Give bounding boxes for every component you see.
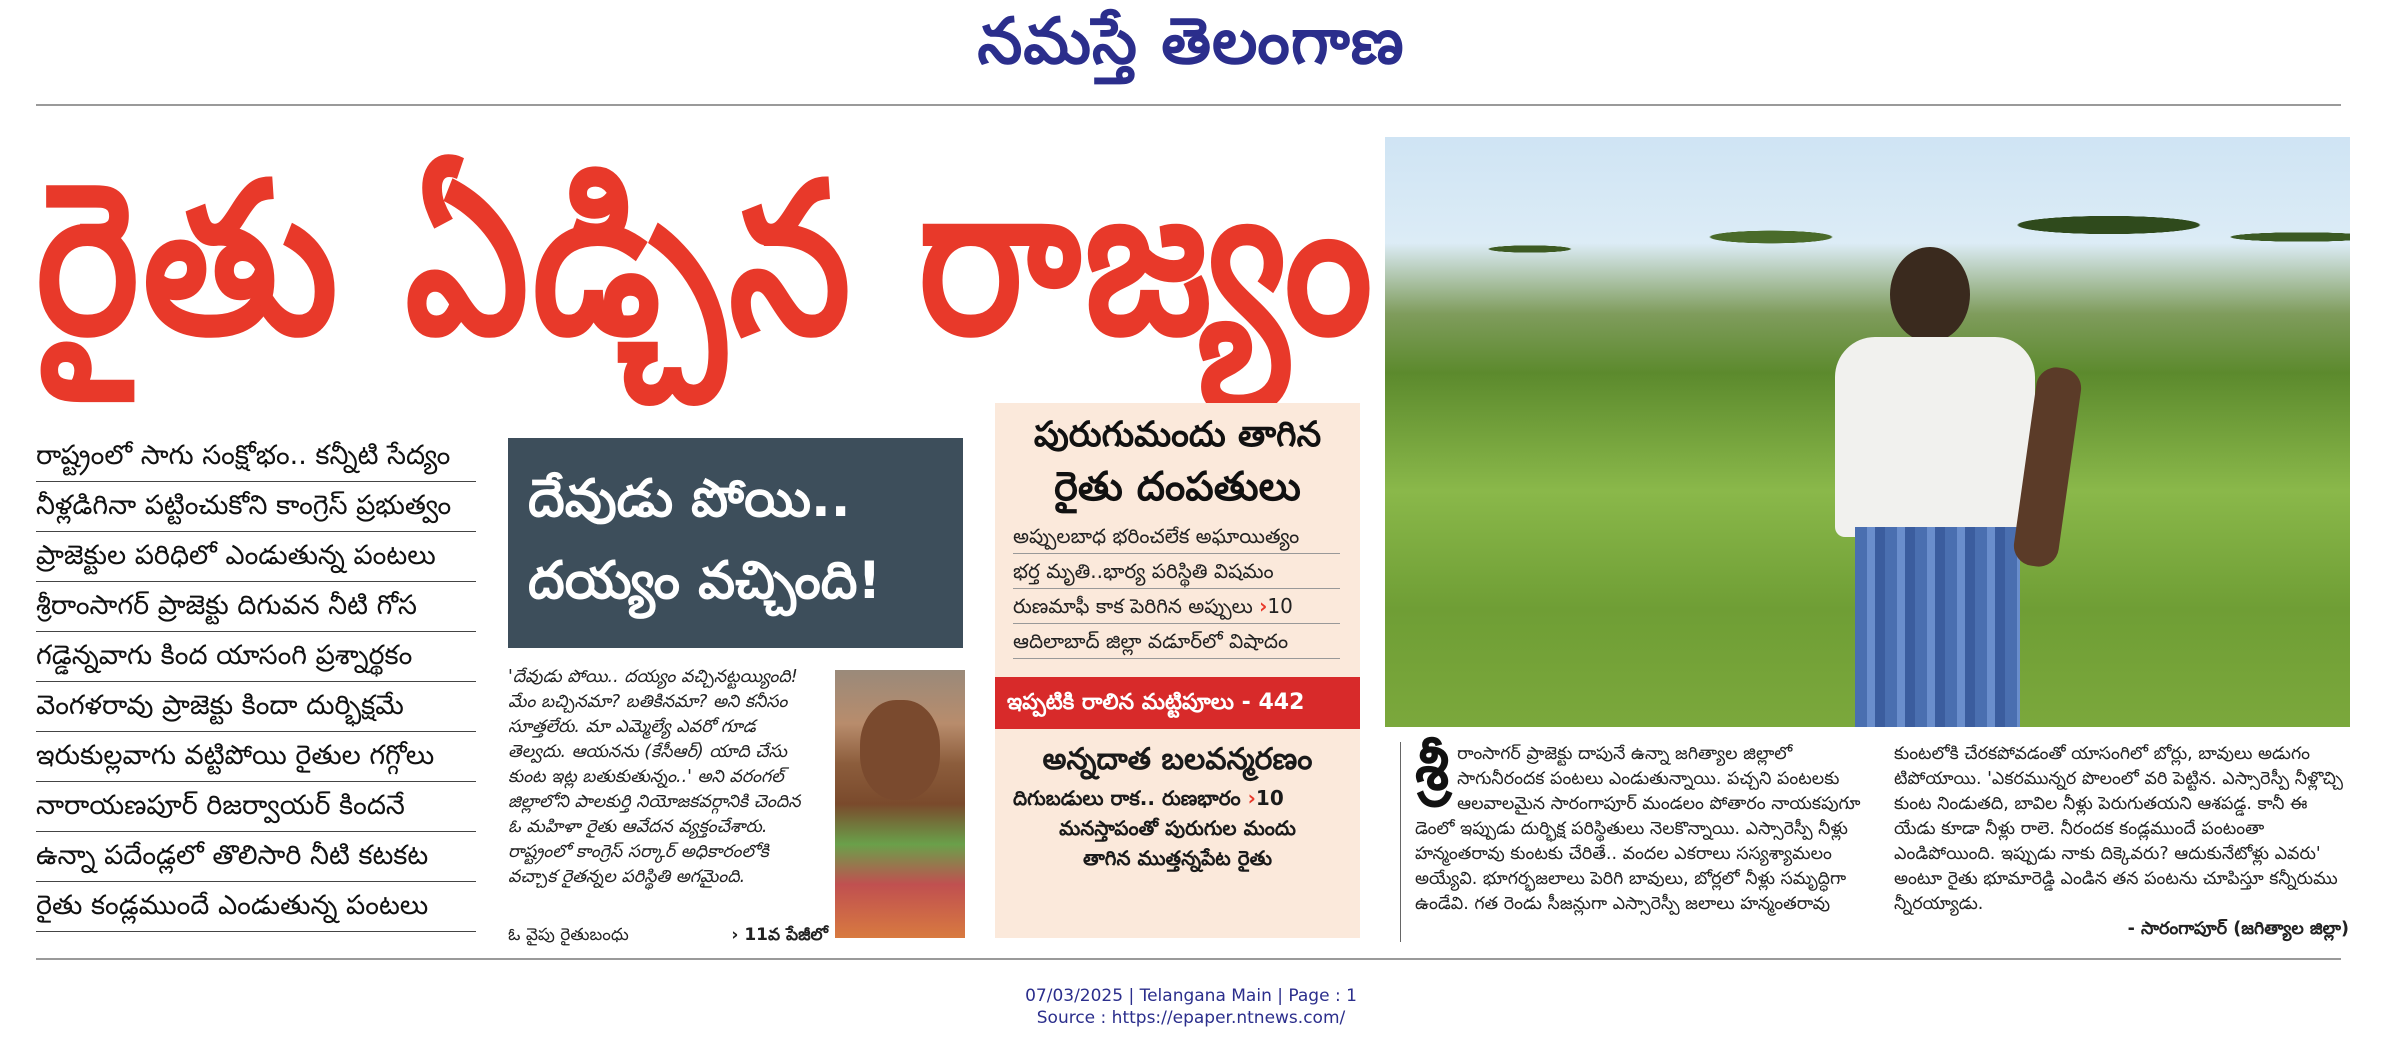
quote-line: సూత్తలేరు. మా ఎమ్మెల్యే ఎవరో గూడ — [508, 717, 756, 737]
subhead-item: శ్రీరాంసాగర్ ప్రాజెక్టు దిగువన నీటి గోస — [36, 582, 476, 632]
devudu-headline-box — [508, 438, 963, 648]
woman-farmer-photo — [835, 670, 965, 938]
quote-line: జిల్లాలోని పాలకుర్తి నియోజకవర్గానికి చెందిన — [508, 792, 801, 812]
article-line: కుంటలోకి చేరకపోవడంతో యాసంగిలో బోర్లు, బావులు అడుగం — [1894, 744, 2311, 764]
devudu-line-2: దయ్యం వచ్చింది! — [528, 551, 882, 611]
article-column-2 — [1894, 742, 2349, 942]
farmer-head — [1890, 247, 1970, 342]
trees-background — [1385, 177, 2350, 297]
article-line: సాగునీరందక పంటలు ఎండుతున్నాయి. పచ్చని పంటలకు — [1457, 769, 1840, 789]
chevron-right-icon: › — [1259, 594, 1268, 618]
devudu-line-1: దేవుడు పోయి.. — [528, 469, 851, 529]
subhead-item: ప్రాజెక్టుల పరిధిలో ఎండుతున్న పంటలు — [36, 532, 476, 582]
article-line: రాంసాగర్ ప్రాజెక్టు దాపునే ఉన్నా జగిత్యాల జిల్లాలో — [1457, 744, 1793, 764]
subhead-item: రాష్ట్రంలో సాగు సంక్షోభం.. కన్నీటి సేద్యం — [36, 432, 476, 482]
story-title-1: పురుగుమందు తాగిన — [1033, 415, 1322, 455]
article-line: ఆలవాలమైన సారంగాపూర్ మండలం పోతారం నాయకపుగూ — [1457, 794, 1861, 814]
masthead — [0, 0, 2382, 100]
sub-story-line-2: తాగిన ముత్తన్నపేట రైతు — [1082, 846, 1273, 870]
subheads-list — [36, 432, 476, 932]
sub-story-point: దిగుబడులు రాక.. రుణభారం ›10 — [1013, 786, 1284, 810]
woman-face — [860, 700, 940, 800]
article-line: టిపోయాయి. 'ఎకరమున్నర పొలంలో వరి పెట్టిన. ఎస్సారెస్పీ నీళ్లొచ్చి — [1894, 769, 2343, 789]
story-point: భర్త మృతి..భార్య పరిస్థితి విషమం — [1013, 554, 1340, 589]
main-headline: రైతు ఏడ్చిన రాజ్యం — [36, 137, 1376, 382]
subhead-item: ఉన్నా పదేండ్లలో తొలిసారి నీటి కటకట — [36, 832, 476, 882]
subhead-item: రైతు కండ్లముందే ఎండుతున్న పంటలు — [36, 882, 476, 932]
farmer-lungi — [1855, 527, 2020, 727]
farmer-shirt — [1835, 337, 2035, 537]
newspaper-logo: నమస్తే తెలంగాణ — [977, 4, 1405, 79]
quote-footer-left: ఓ వైపు రైతుబంధు — [508, 925, 629, 945]
main-article — [1400, 731, 2350, 942]
quote-footer — [508, 925, 828, 949]
page-footer — [0, 985, 2382, 1029]
subhead-item: ఇరుకుల్లవాగు వట్టిపోయి రైతుల గగ్గోలు — [36, 732, 476, 782]
article-line: అయ్యేవి. భూగర్భజలాలు పెరిగి బావులు, బోర్లలో నీళ్లు సమృద్ధిగా — [1415, 869, 1847, 889]
quote-line: రాష్ట్రంలో కాంగ్రెస్ సర్కార్ అధికారంలోకి — [508, 842, 769, 862]
subhead-item: నీళ్లడిగినా పట్టించుకోని కాంగ్రెస్ ప్రభుత్వం — [36, 482, 476, 532]
continued-link[interactable]: › 11వ పేజీలో — [731, 925, 828, 945]
story-title-2: రైతు దంపతులు — [1054, 464, 1301, 510]
article-line: డెంలో ఇప్పుడు దుర్భిక్ష పరిస్థితులు నెలకొన్నాయి. ఎస్సారెస్పీ నీళ్లు — [1415, 819, 1848, 839]
woman-quote — [508, 665, 828, 890]
farmer-couple-story — [995, 403, 1360, 938]
sub-story-line-1: మనస్తాపంతో పురుగుల మందు — [1059, 816, 1296, 840]
edition-info: 07/03/2025 | Telangana Main | Page : 1 — [1025, 986, 1357, 1006]
article-line: కుంట నిండుతది, బావిల నీళ్లు పెరుగుతయని ఆశపడ్డ. కానీ ఈ — [1894, 794, 2308, 814]
quote-line: ఓ మహిళా రైతు ఆవేదన వ్యక్తంచేశారు. — [508, 817, 768, 837]
sub-story-title: అన్నదాత బలవన్మరణం — [1042, 742, 1313, 777]
chevron-right-icon: › — [1247, 786, 1256, 810]
chevron-right-icon: › — [731, 925, 739, 945]
subhead-item: వెంగళరావు ప్రాజెక్టు కిందా దుర్భిక్షమే — [36, 682, 476, 732]
quote-line: మేం బచ్చినమా? బతికినమా? అని కనీసం — [508, 692, 788, 712]
article-line: ఉండేవి. గత రెండు సీజన్లుగా ఎస్సారెస్పీ జలాలు హన్మంతరావు — [1415, 894, 1831, 914]
article-byline: - సారంగాపూర్ (జగిత్యాల జిల్లా) — [2127, 919, 2349, 939]
story-points — [995, 513, 1360, 659]
story-point: అప్పులబాధ భరించలేక అఘాయిత్యం — [1013, 519, 1340, 554]
article-line: ఎండిపోయింది. ఇప్పుడు నాకు దిక్కెవరు? ఆదుకునేటోళ్లు ఎవరు' — [1894, 844, 2321, 864]
article-line: యేడు కూడా నీళ్లు రాలె. నీరందక కండ్లముందే పంటంతా — [1894, 819, 2265, 839]
quote-line: వచ్చాక రైతన్నల పరిస్థితి అగమైంది. — [508, 867, 746, 887]
article-line: న్నీరయ్యాడు. — [1894, 894, 1984, 914]
page-ref[interactable]: 10 — [1267, 594, 1293, 618]
quote-line: 'దేవుడు పోయి.. దయ్యం వచ్చినట్టయ్యింది! — [508, 667, 798, 687]
bottom-rule — [36, 958, 2341, 960]
farmer-photo — [1385, 137, 2350, 727]
dropcap: శ్రీ — [1415, 731, 1450, 804]
article-column-1 — [1415, 731, 1870, 942]
suicide-count-banner: ఇప్పటికి రాలిన మట్టిపూలు - 442 — [995, 677, 1360, 729]
story-point: రుణమాఫీ కాక పెరిగిన అప్పులు ›10 — [1013, 589, 1340, 624]
article-line: హన్మంతరావు కుంటకు చేరితే.. వందల ఎకరాలు సస్యశ్యామలం — [1415, 844, 1832, 864]
quote-line: తెల్వదు. ఆయనను (కేసీఆర్) యాది చేసు — [508, 742, 787, 762]
source-link[interactable]: Source : https://epaper.ntnews.com/ — [1036, 1008, 1346, 1028]
subhead-item: గడ్డెన్నవాగు కింద యాసంగి ప్రశ్నార్థకం — [36, 632, 476, 682]
page-ref[interactable]: 10 — [1255, 786, 1284, 810]
article-line: అంటూ రైతు భూమారెడ్డి ఎండిన తన పంటను చూపిస్తూ కన్నీరుము — [1894, 869, 2338, 889]
top-rule — [36, 104, 2341, 106]
quote-line: కుంట ఇట్ల బతుకుతున్నం..' అని వరంగల్ — [508, 767, 784, 787]
subhead-item: నారాయణపూర్ రిజర్వాయర్ కిందనే — [36, 782, 476, 832]
story-point: ఆదిలాబాద్ జిల్లా వడూర్‌లో విషాదం — [1013, 624, 1340, 659]
